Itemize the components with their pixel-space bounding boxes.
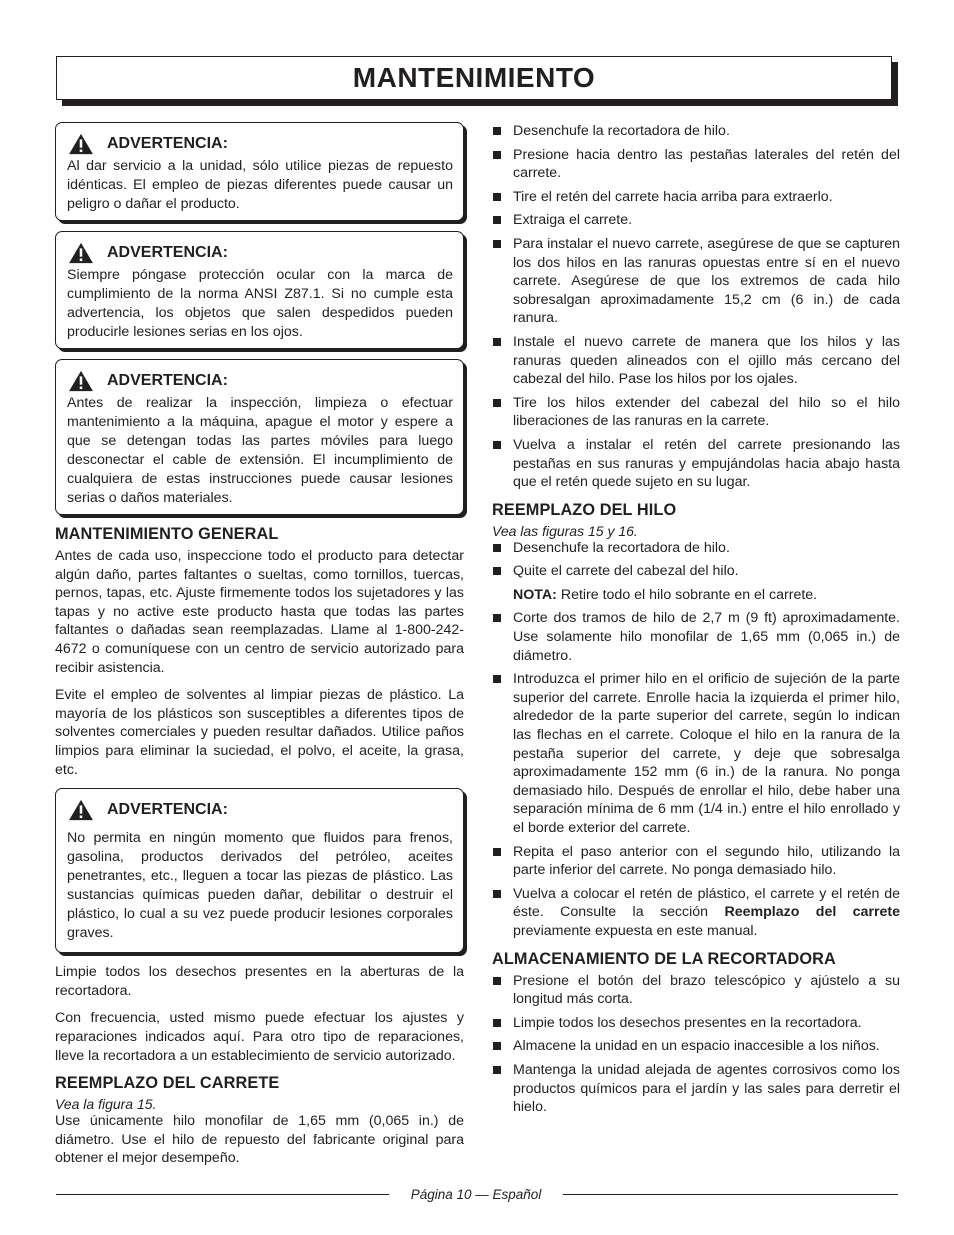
list-item: Extraiga el carrete. [492, 211, 900, 230]
list-item: Repita el paso anterior con el segundo hilo, utilizando la parte inferior del carrete. No ponga demasiado hilo. [492, 843, 900, 880]
line-steps-list-2 [492, 609, 900, 940]
warning-triangle-icon [67, 133, 95, 155]
storage-steps-list [492, 972, 900, 1117]
page-number: Página 10 — Español [410, 1187, 542, 1202]
spool-replacement-heading: REEMPLAZO DEL CARRETE [55, 1074, 280, 1093]
list-item: Instale el nuevo carrete de manera que los hilos y las ranuras queden alineados con el ojillo más cercano del cabezal del hilo. Pase los hilos por los ojales. [492, 333, 900, 389]
list-item: Para instalar el nuevo carrete, asegúrese de que se capturen los dos hilos en las ranuras opuestas entre sí en el nuevo carrete. Asegúrese de que los extremos de cada hilo sobresalgan aproximadamente 15,2 cm (6 in.) de cada ranura. [492, 235, 900, 328]
warning-box-3 [55, 359, 464, 515]
footer-rule-left [56, 1194, 389, 1195]
warning-text: No permita en ningún momento que fluidos para frenos, gasolina, productos derivados del petróleo, aceites penetrantes, etc., lleguen a tocar las piezas de plástico. Las sustancias químicas pueden dañar, debilitar o destruir el plástico, lo cual a su vez puede producir lesiones corporales graves. [67, 830, 453, 942]
warning-text: Siempre póngase protección ocular con la marca de cumplimiento de la norma ANSI Z87.1. Si no cumple esta advertencia, los objetos que salen despedidos pueden producirle lesiones serias en los ojos. [67, 267, 453, 340]
list-item: Limpie todos los desechos presentes en la recortadora. [492, 1014, 900, 1033]
spool-figure-reference: Vea la figura 15. [55, 1096, 157, 1113]
warning-label: ADVERTENCIA: [107, 801, 228, 819]
general-maintenance-heading: MANTENIMIENTO GENERAL [55, 525, 279, 543]
note-label: NOTA: [513, 586, 557, 603]
list-item: Tire el retén del carrete hacia arriba para extraerlo. [492, 188, 900, 207]
warning-label: ADVERTENCIA: [107, 135, 228, 152]
general-paragraph-1: Antes de cada uso, inspeccione todo el producto para detectar algún daño, partes faltantes o sueltas, como tornillos, tuercas, pernos, tapas, etc. Ajuste firmemente todos los sujetadores y las tapas y no active este producto hasta que todas las partes faltantes o dañadas sean reemplazadas. Llame al 1-800-242-4672 o comuníquese con un centro de servicio autorizado para recibir asistencia. [55, 548, 464, 676]
footer-rule-right [563, 1194, 898, 1195]
list-item: Tire los hilos extender del cabezal del hilo so el hilo liberaciones de las ranuras en la carrete. [492, 394, 900, 431]
list-item: Presione el botón del brazo telescópico y ajústelo a su longitud más corta. [492, 972, 900, 1009]
spool-paragraph: Use únicamente hilo monofilar de 1,65 mm (0,065 in.) de diámetro. Use el hilo de repuesto del fabricante original para obtener el mejor desempeño. [55, 1113, 464, 1167]
warning-text: Al dar servicio a la unidad, sólo utilice piezas de repuesto idénticas. El empleo de piezas diferentes puede causar un peligro o dañar el producto. [67, 158, 453, 212]
warning-box-1 [55, 122, 464, 221]
page-title-banner [56, 56, 898, 106]
list-item: Desenchufe la recortadora de hilo. [492, 539, 900, 558]
list-item: Mantenga la unidad alejada de agentes corrosivos como los productos químicos para el jardín y las sales para derretir el hielo. [492, 1061, 900, 1117]
warning-box-4 [55, 788, 464, 953]
general-paragraph-2: Evite el empleo de solventes al limpiar piezas de plástico. La mayoría de los plásticos son susceptibles a diferentes tipos de solventes comerciales y pueden resultar dañados. Utilice paños limpios para eliminar la suciedad, el polvo, el aceite, la grasa, etc. [55, 687, 464, 778]
section-reference: Reemplazo del carrete [724, 904, 900, 921]
note-text: Retire todo el hilo sobrante en el carrete. [556, 586, 818, 603]
left-column [55, 122, 464, 1177]
title-box [56, 56, 892, 100]
list-item: Corte dos tramos de hilo de 2,7 m (9 ft) aproximadamente. Use solamente hilo monofilar de 1,65 mm (0,065 in.) de diámetro. [492, 609, 900, 665]
spool-steps-list [492, 122, 900, 492]
warning-triangle-icon [67, 370, 95, 392]
warning-triangle-icon [67, 799, 95, 821]
warning-box-2 [55, 231, 464, 349]
list-item: Desenchufe la recortadora de hilo. [492, 122, 900, 141]
storage-heading: ALMACENAMIENTO DE LA RECORTADORA [492, 949, 836, 968]
list-item: Vuelva a colocar el retén de plástico, el carrete y el retén de éste. Consulte la sección Reemplazo del carrete previamente expuesta en este manual. [492, 885, 900, 941]
right-column [492, 122, 900, 1122]
list-item: Vuelva a instalar el retén del carrete presionando las pestañas en sus ranuras y empujándolas hacia abajo hasta que el retén quede sujeto en su lugar. [492, 436, 900, 492]
list-item: Almacene la unidad en un espacio inaccesible a los niños. [492, 1037, 900, 1056]
list-item: Presione hacia dentro las pestañas laterales del retén del carrete. [492, 146, 900, 183]
line-note [492, 586, 900, 605]
line-figure-reference: Vea las figuras 15 y 16. [492, 522, 638, 539]
warning-triangle-icon [67, 242, 95, 264]
warning-label: ADVERTENCIA: [107, 244, 228, 261]
page-title: MANTENIMIENTO [352, 62, 596, 93]
list-item: Introduzca el primer hilo en el orificio de sujeción de la parte superior del carrete. Enrolle hacia la izquierda el primer hilo, alrededor de la parte superior del carrete, según lo indican las flechas en el carrete. Coloque el hilo en la ranura de la pestaña superior del carrete, y deje que sobresalga aproximadamente 152 mm (6 in.) de la ranura. No ponga demasiado hilo. Después de enrollar el hilo, debe haber una separación mínima de 6 mm (1/4 in.) entre el hilo enrollado y el borde exterior del carrete. [492, 670, 900, 837]
general-paragraph-3: Limpie todos los desechos presentes en la aberturas de la recortadora. [55, 964, 464, 999]
list-item: Quite el carrete del cabezal del hilo. [492, 562, 900, 581]
warning-text: Antes de realizar la inspección, limpieza o efectuar mantenimiento a la máquina, apague el motor y espere a que se detengan todas las partes móviles para luego desconectar el cable de extensión. El incumplimiento de cualquiera de estas instrucciones puede causar lesiones serias o daños materiales. [67, 395, 453, 506]
general-paragraph-4: Con frecuencia, usted mismo puede efectuar los ajustes y reparaciones indicados aquí. Para otro tipo de reparaciones, lleve la recortadora a un establecimiento de servicio autorizado. [55, 1010, 464, 1064]
line-replacement-heading: REEMPLAZO DEL HILO [492, 500, 677, 519]
warning-label: ADVERTENCIA: [107, 372, 228, 389]
line-steps-list [492, 539, 900, 581]
page-footer [56, 1186, 898, 1204]
